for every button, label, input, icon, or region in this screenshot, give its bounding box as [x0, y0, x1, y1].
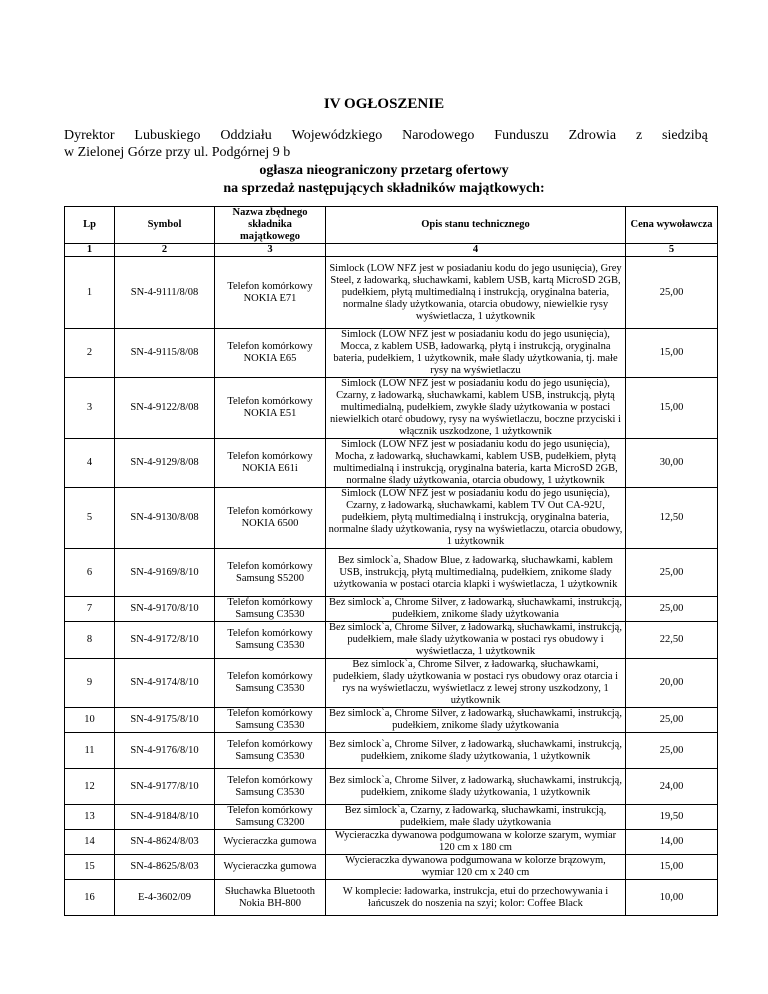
cell-price: 25,00	[626, 257, 718, 329]
column-number: 4	[326, 244, 626, 257]
cell-symbol: SN-4-9115/8/08	[115, 329, 215, 378]
announcement-subheading: na sprzedaż następujących składników majątkowych:	[223, 181, 545, 196]
table-row	[65, 329, 718, 378]
cell-name: Słuchawka Bluetooth Nokia BH-800	[215, 880, 326, 916]
header-lp: Lp	[65, 207, 115, 244]
cell-symbol: SN-4-9170/8/10	[115, 597, 215, 622]
table-row	[65, 880, 718, 916]
cell-lp: 13	[65, 805, 115, 830]
cell-description: Bez simlock`a, Chrome Silver, z ładowarką, słuchawkami, instrukcją, pudełkiem, znikome ślady użytkowania, 1 użytkownik	[326, 769, 626, 805]
cell-price: 12,50	[626, 488, 718, 549]
table-row	[65, 549, 718, 597]
column-number: 5	[626, 244, 718, 257]
header-name: Nazwa zbędnego składnika majątkowego	[215, 207, 326, 244]
cell-symbol: E-4-3602/09	[115, 880, 215, 916]
table-row	[65, 855, 718, 880]
cell-description: Bez simlock`a, Chrome Silver, z ładowarką, słuchawkami, instrukcją, pudełkiem, znikome ślady użytkowania	[326, 708, 626, 733]
cell-description: Wycieraczka dywanowa podgumowana w kolorze szarym, wymiar 120 cm x 180 cm	[326, 830, 626, 855]
header-price: Cena wywoławcza	[626, 207, 718, 244]
cell-symbol: SN-4-8625/8/03	[115, 855, 215, 880]
cell-name: Telefon komórkowy Samsung C3530	[215, 769, 326, 805]
table-row	[65, 378, 718, 439]
intro-word: Wojewódzkiego	[291, 128, 383, 143]
table-row	[65, 769, 718, 805]
cell-name: Telefon komórkowy Samsung C3530	[215, 659, 326, 708]
cell-symbol: SN-4-8624/8/03	[115, 830, 215, 855]
cell-lp: 7	[65, 597, 115, 622]
cell-lp: 6	[65, 549, 115, 597]
cell-description: Wycieraczka dywanowa podgumowana w kolorze brązowym, wymiar 120 cm x 240 cm	[326, 855, 626, 880]
cell-price: 19,50	[626, 805, 718, 830]
column-number: 3	[215, 244, 326, 257]
table-row	[65, 622, 718, 659]
intro-line-2: w Zielonej Górze przy ul. Podgórnej 9 b	[64, 145, 291, 160]
table-row	[65, 708, 718, 733]
cell-description: Simlock (LOW NFZ jest w posiadaniu kodu do jego usunięcia), Czarny, z ładowarką, słuchawkami, kablem TV Out CA-92U, pudełkiem, płytą multimedialną i instrukcją, oryginalna bateria, normalne ślady użytkowania, rysy na wyświetlaczu, otarcia obudowy, 1 użytkownik	[326, 488, 626, 549]
cell-price: 15,00	[626, 329, 718, 378]
cell-symbol: SN-4-9176/8/10	[115, 733, 215, 769]
cell-name: Telefon komórkowy NOKIA 6500	[215, 488, 326, 549]
cell-name: Telefon komórkowy NOKIA E65	[215, 329, 326, 378]
intro-word: Funduszu	[494, 128, 549, 143]
cell-description: Bez simlock`a, Chrome Silver, z ładowarką, słuchawkami, instrukcją, pudełkiem, znikome ślady użytkowania, 1 użytkownik	[326, 733, 626, 769]
table-row	[65, 733, 718, 769]
cell-symbol: SN-4-9175/8/10	[115, 708, 215, 733]
cell-description: Simlock (LOW NFZ jest w posiadaniu kodu do jego usunięcia), Czarny, z ładowarką, słuchawkami, kablem USB, instrukcją, płytą multimedialną, pudełkiem, zwykłe ślady użytkowania w postaci niewielkich otarć obudowy, rysy na wyświetlaczu, boczne przyciski i włącznik uszkodzone, 1 użytkownik	[326, 378, 626, 439]
table-row	[65, 439, 718, 488]
intro-word: Oddziału	[220, 128, 272, 143]
cell-symbol: SN-4-9174/8/10	[115, 659, 215, 708]
cell-price: 25,00	[626, 549, 718, 597]
cell-name: Telefon komórkowy NOKIA E51	[215, 378, 326, 439]
intro-paragraph	[64, 127, 708, 161]
intro-word: Dyrektor	[64, 128, 115, 143]
cell-name: Wycieraczka gumowa	[215, 830, 326, 855]
cell-description: Simlock (LOW NFZ jest w posiadaniu kodu do jego usunięcia), Mocha, z ładowarką, słuchawkami, kablem USB, pudełkiem, płytą multimedialną i instrukcją, oryginalna bateria, karta MicroSD 2GB, normalne ślady użytkowania, otarcia obudowy, 1 użytkownik	[326, 439, 626, 488]
cell-lp: 4	[65, 439, 115, 488]
intro-word: Lubuskiego	[134, 128, 201, 143]
cell-price: 22,50	[626, 622, 718, 659]
cell-name: Telefon komórkowy Samsung C3200	[215, 805, 326, 830]
table-row	[65, 597, 718, 622]
table-header-row	[65, 207, 718, 244]
column-number: 1	[65, 244, 115, 257]
cell-lp: 9	[65, 659, 115, 708]
table-row	[65, 659, 718, 708]
cell-price: 10,00	[626, 880, 718, 916]
cell-description: Bez simlock`a, Shadow Blue, z ładowarką, słuchawkami, kablem USB, instrukcją, płytą multimedialną, pudełkiem, znikome ślady użytkowania w postaci otarcia klapki i wyświetlacza, 1 użytkownik	[326, 549, 626, 597]
cell-description: Bez simlock`a, Czarny, z ładowarką, słuchawkami, instrukcją, pudełkiem, małe ślady użytkowania	[326, 805, 626, 830]
cell-price: 15,00	[626, 855, 718, 880]
intro-word: Narodowego	[402, 128, 475, 143]
cell-description: Bez simlock`a, Chrome Silver, z ładowarką, słuchawkami, pudełkiem, ślady użytkowania w postaci rys obudowy oraz otarcia i rys na wyświetlaczu, wyświetlacz z lewej strony uszkodzony, 1 użytkownik	[326, 659, 626, 708]
column-number: 2	[115, 244, 215, 257]
cell-price: 15,00	[626, 378, 718, 439]
intro-line-1	[64, 127, 708, 144]
cell-lp: 10	[65, 708, 115, 733]
column-number-row	[65, 244, 718, 257]
cell-description: Simlock (LOW NFZ jest w posiadaniu kodu do jego usunięcia), Mocca, z kablem USB, ładowarką, płytą i instrukcją, oryginalna bateria, pudełkiem, 1 użytkownik, małe ślady użytkowania, tj. małe rysy na wyświetlaczu	[326, 329, 626, 378]
cell-symbol: SN-4-9172/8/10	[115, 622, 215, 659]
assets-table	[64, 206, 718, 916]
cell-symbol: SN-4-9177/8/10	[115, 769, 215, 805]
table-row	[65, 257, 718, 329]
page-title: IV OGŁOSZENIE	[323, 96, 445, 112]
cell-name: Telefon komórkowy Samsung C3530	[215, 622, 326, 659]
cell-symbol: SN-4-9122/8/08	[115, 378, 215, 439]
header-symbol: Symbol	[115, 207, 215, 244]
cell-description: Simlock (LOW NFZ jest w posiadaniu kodu do jego usunięcia), Grey Steel, z ładowarką, słuchawkami, kablem USB, kartą MicroSD 2GB, pudełkiem, płytą multimedialną i instrukcją, oryginalna bateria, normalne ślady użytkowania, otarcia obudowy, niewielkie rysy wyświetlacza, 1 użytkownik	[326, 257, 626, 329]
cell-symbol: SN-4-9169/8/10	[115, 549, 215, 597]
cell-name: Telefon komórkowy Samsung C3530	[215, 733, 326, 769]
cell-symbol: SN-4-9111/8/08	[115, 257, 215, 329]
cell-price: 20,00	[626, 659, 718, 708]
cell-name: Telefon komórkowy NOKIA E61i	[215, 439, 326, 488]
cell-price: 30,00	[626, 439, 718, 488]
cell-price: 25,00	[626, 597, 718, 622]
intro-word: Zdrowia	[568, 128, 617, 143]
cell-name: Telefon komórkowy Samsung S5200	[215, 549, 326, 597]
intro-word: siedzibą	[662, 128, 708, 143]
cell-name: Wycieraczka gumowa	[215, 855, 326, 880]
announcement-heading: ogłasza nieograniczony przetarg ofertowy	[259, 163, 509, 178]
header-description: Opis stanu technicznego	[326, 207, 626, 244]
cell-lp: 8	[65, 622, 115, 659]
cell-symbol: SN-4-9129/8/08	[115, 439, 215, 488]
table-body	[65, 257, 718, 916]
cell-lp: 11	[65, 733, 115, 769]
cell-description: W komplecie: ładowarka, instrukcja, etui do przechowywania i łańcuszek do noszenia na szyi; kolor: Coffee Black	[326, 880, 626, 916]
cell-lp: 3	[65, 378, 115, 439]
cell-lp: 15	[65, 855, 115, 880]
cell-lp: 5	[65, 488, 115, 549]
cell-price: 14,00	[626, 830, 718, 855]
table-row	[65, 805, 718, 830]
cell-name: Telefon komórkowy NOKIA E71	[215, 257, 326, 329]
table-row	[65, 488, 718, 549]
cell-lp: 16	[65, 880, 115, 916]
cell-price: 25,00	[626, 733, 718, 769]
cell-lp: 2	[65, 329, 115, 378]
cell-symbol: SN-4-9130/8/08	[115, 488, 215, 549]
table-row	[65, 830, 718, 855]
cell-price: 25,00	[626, 708, 718, 733]
cell-symbol: SN-4-9184/8/10	[115, 805, 215, 830]
cell-lp: 1	[65, 257, 115, 329]
intro-word: z	[635, 128, 643, 143]
cell-description: Bez simlock`a, Chrome Silver, z ładowarką, słuchawkami, instrukcją, pudełkiem, małe ślady użytkowania w postaci rys obudowy i wyświetlacza, 1 użytkownik	[326, 622, 626, 659]
cell-price: 24,00	[626, 769, 718, 805]
cell-name: Telefon komórkowy Samsung C3530	[215, 597, 326, 622]
cell-description: Bez simlock`a, Chrome Silver, z ładowarką, słuchawkami, instrukcją, pudełkiem, znikome ślady użytkowania	[326, 597, 626, 622]
cell-lp: 14	[65, 830, 115, 855]
cell-name: Telefon komórkowy Samsung C3530	[215, 708, 326, 733]
cell-lp: 12	[65, 769, 115, 805]
